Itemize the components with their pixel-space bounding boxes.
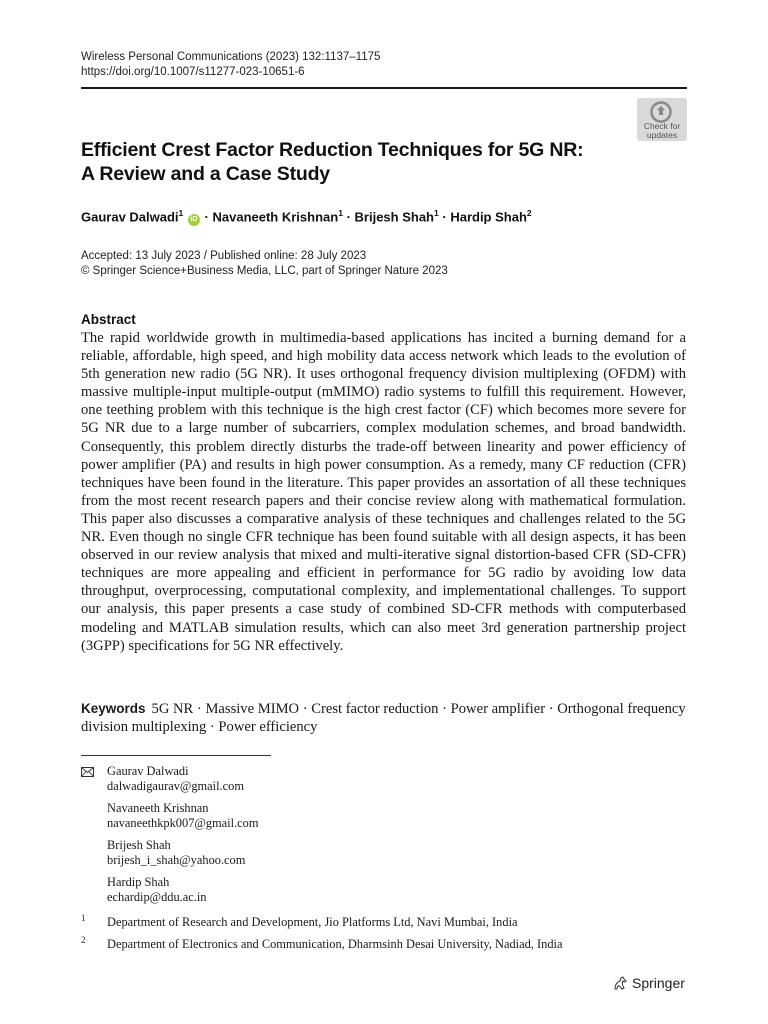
author-affiliation-mark: 1 bbox=[338, 208, 343, 218]
affiliation-number: 1 bbox=[81, 913, 86, 923]
author-list bbox=[81, 208, 532, 226]
doi-link[interactable]: https://doi.org/10.1007/s11277-023-10651-6 bbox=[81, 66, 305, 78]
contact-name: Hardip Shah bbox=[107, 875, 170, 889]
author-name[interactable]: Brijesh Shah bbox=[354, 209, 434, 225]
contact-email[interactable]: navaneethkpk007@gmail.com bbox=[107, 816, 259, 830]
title-line-2: A Review and a Case Study bbox=[81, 163, 330, 185]
contact-entry bbox=[107, 801, 258, 831]
header-rule bbox=[81, 87, 687, 89]
badge-line-1: Check for bbox=[643, 121, 681, 131]
author-name[interactable]: Hardip Shah bbox=[450, 209, 527, 225]
author-separator: · bbox=[346, 209, 351, 225]
contact-email[interactable]: echardip@ddu.ac.in bbox=[107, 890, 207, 904]
accepted-published-date: Accepted: 13 July 2023 / Published online: 28 July 2023 bbox=[81, 250, 367, 262]
author-affiliation-mark: 2 bbox=[526, 208, 532, 218]
footnote-rule bbox=[81, 755, 271, 756]
contact-entry bbox=[107, 838, 258, 868]
corresponding-contacts bbox=[107, 764, 258, 912]
affiliation-number: 2 bbox=[81, 935, 86, 945]
publisher-name: Springer bbox=[632, 975, 685, 991]
abstract-heading: Abstract bbox=[81, 312, 136, 327]
keywords-section bbox=[81, 700, 686, 736]
keywords-text: 5G NR · Massive MIMO · Crest factor reduction · Power amplifier · Orthogonal frequency division multiplexing · Power efficiency bbox=[81, 701, 686, 736]
contact-name: Gaurav Dalwadi bbox=[107, 764, 189, 778]
affiliation-text: Department of Electronics and Communication, Dharmsinh Desai University, Nadiad, India bbox=[107, 937, 563, 951]
orcid-icon[interactable]: iD bbox=[188, 214, 200, 226]
contact-name: Brijesh Shah bbox=[107, 838, 171, 852]
badge-line-2: updates bbox=[646, 129, 678, 140]
abstract-text: The rapid worldwide growth in multimedia-based applications has incited a burning demand for a reliable, affordable, high speed, and high mobility data access network which leads to the evolution of 5th generation new radio (5G NR). It uses orthogonal frequency division multiplexing (OFDM) with massive multiple-input multiple-output (mMIMO) radio systems to fulfill this requirement. However, one teething problem with this technique is the high crest factor (CF) which becomes more severe for 5G NR due to a large number of subcarriers, complex modulation schemes, and broad bandwidth. Consequently, this problem directly disturbs the trade-off between linearity and power efficiency of power amplifier (PA) and results in high power consumption. As a remedy, many CF reduction (CFR) techniques have been found in the literature. This paper provides an assortation of all these techniques from the most recent research papers and their concise review along with mathematical formulation. This paper also discusses a comparative analysis of these techniques and challenges related to the 5G NR. Even though no single CFR technique has been found suitable with all design aspects, it has been observed in our review analysis that mixed and multi-iterative signal distortion-based CFR (SD-CFR) techniques are more appealing and efficient in performance for 5G radio by avoiding low data throughput, overprocessing, computational complexity, and implementational challenges. To support our analysis, this paper presents a case study of combined SD-CFR methods with computerbased modeling and MATLAB simulation results, which can also meet 3rd generation partnership project (3GPP) specifications for 5G NR effectively. bbox=[81, 330, 686, 654]
check-for-updates-badge[interactable] bbox=[637, 98, 687, 141]
copyright-line: © Springer Science+Business Media, LLC, part of Springer Nature 2023 bbox=[81, 265, 448, 277]
author-separator: · bbox=[442, 209, 447, 225]
author-name[interactable]: Navaneeth Krishnan bbox=[212, 209, 339, 225]
check-for-updates-icon bbox=[650, 101, 672, 123]
paper-title bbox=[81, 138, 601, 186]
contact-email[interactable]: brijesh_i_shah@yahoo.com bbox=[107, 853, 246, 867]
author-affiliation-mark: 1 bbox=[434, 208, 439, 218]
contact-entry bbox=[107, 875, 258, 905]
contact-email[interactable]: dalwadigaurav@gmail.com bbox=[107, 779, 244, 793]
springer-horse-icon bbox=[612, 975, 628, 991]
author-affiliation-mark: 1 bbox=[178, 208, 184, 218]
publication-dates bbox=[81, 249, 448, 279]
contact-entry bbox=[107, 764, 258, 794]
envelope-icon[interactable] bbox=[81, 767, 94, 777]
affiliation-text: Department of Research and Development, Jio Platforms Ltd, Navi Mumbai, India bbox=[107, 915, 518, 929]
author-separator: · bbox=[204, 209, 209, 225]
journal-citation: Wireless Personal Communications (2023) 132:1137–1175 bbox=[81, 51, 381, 63]
journal-header bbox=[81, 50, 380, 80]
keywords-label: Keywords bbox=[81, 701, 146, 716]
publisher-logo bbox=[612, 975, 685, 991]
contact-name: Navaneeth Krishnan bbox=[107, 801, 209, 815]
author-name[interactable]: Gaurav Dalwadi bbox=[81, 209, 179, 225]
title-line-1: Efficient Crest Factor Reduction Techniques for 5G NR: bbox=[81, 139, 584, 161]
